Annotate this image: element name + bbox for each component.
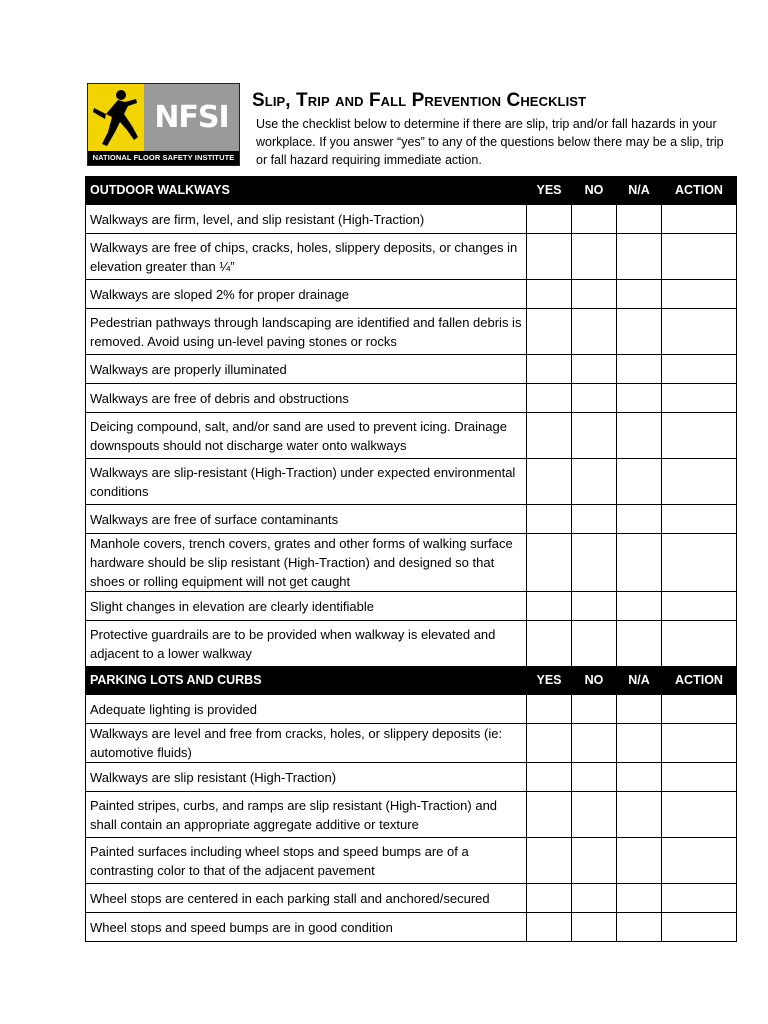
yes-cell[interactable] xyxy=(527,505,572,534)
yes-cell[interactable] xyxy=(527,459,572,505)
yes-cell[interactable] xyxy=(527,234,572,280)
yes-cell[interactable] xyxy=(527,413,572,459)
yes-cell[interactable] xyxy=(527,205,572,234)
checklist-row xyxy=(86,724,737,763)
page-title: Slip, Trip and Fall Prevention Checklist xyxy=(252,90,587,111)
yes-cell[interactable] xyxy=(527,280,572,309)
no-cell[interactable] xyxy=(572,838,617,884)
no-cell[interactable] xyxy=(572,234,617,280)
no-cell[interactable] xyxy=(572,884,617,913)
checklist-row xyxy=(86,280,737,309)
checklist-item-text: Painted surfaces including wheel stops and speed bumps are of a contrasting color to that of the adjacent pavement xyxy=(86,838,527,884)
checklist-row xyxy=(86,355,737,384)
action-cell[interactable] xyxy=(662,695,737,724)
checklist-row xyxy=(86,234,737,280)
yes-cell[interactable] xyxy=(527,621,572,667)
no-cell[interactable] xyxy=(572,763,617,792)
checklist-row xyxy=(86,459,737,505)
checklist-row xyxy=(86,205,737,234)
action-cell[interactable] xyxy=(662,459,737,505)
action-cell[interactable] xyxy=(662,763,737,792)
action-cell[interactable] xyxy=(662,355,737,384)
na-cell[interactable] xyxy=(617,621,662,667)
action-cell[interactable] xyxy=(662,592,737,621)
no-cell[interactable] xyxy=(572,309,617,355)
checklist-item-text: Wheel stops and speed bumps are in good condition xyxy=(86,913,527,942)
column-header-no: NO xyxy=(572,667,617,695)
action-cell[interactable] xyxy=(662,384,737,413)
yes-cell[interactable] xyxy=(527,792,572,838)
yes-cell[interactable] xyxy=(527,534,572,592)
column-header-yes: YES xyxy=(527,667,572,695)
checklist-row xyxy=(86,763,737,792)
checklist-row xyxy=(86,913,737,942)
action-cell[interactable] xyxy=(662,913,737,942)
checklist-row xyxy=(86,621,737,667)
checklist-item-text: Walkways are free of chips, cracks, holes, slippery deposits, or changes in elevation greater than ¼” xyxy=(86,234,527,280)
checklist-item-text: Manhole covers, trench covers, grates and other forms of walking surface hardware should be slip resistant (High-Traction) and designed so that shoes or rolling equipment will not get caught xyxy=(86,534,527,592)
no-cell[interactable] xyxy=(572,505,617,534)
yes-cell[interactable] xyxy=(527,763,572,792)
na-cell[interactable] xyxy=(617,205,662,234)
no-cell[interactable] xyxy=(572,459,617,505)
checklist-item-text: Pedestrian pathways through landscaping are identified and fallen debris is removed. Avoid using un-level paving stones or rocks xyxy=(86,309,527,355)
yes-cell[interactable] xyxy=(527,355,572,384)
section-title: PARKING LOTS AND CURBS xyxy=(86,667,527,695)
na-cell[interactable] xyxy=(617,592,662,621)
checklist-row xyxy=(86,505,737,534)
checklist-item-text: Walkways are firm, level, and slip resistant (High-Traction) xyxy=(86,205,527,234)
falling-person-icon xyxy=(88,84,144,151)
no-cell[interactable] xyxy=(572,355,617,384)
logo-brand-text: NFSI xyxy=(144,84,239,151)
checklist-row xyxy=(86,695,737,724)
na-cell[interactable] xyxy=(617,459,662,505)
checklist-item-text: Painted stripes, curbs, and ramps are slip resistant (High-Traction) and shall contain an appropriate aggregate additive or texture xyxy=(86,792,527,838)
column-header-na: N/A xyxy=(617,667,662,695)
checklist-item-text: Protective guardrails are to be provided when walkway is elevated and adjacent to a lower walkway xyxy=(86,621,527,667)
no-cell[interactable] xyxy=(572,792,617,838)
column-header-action: ACTION xyxy=(662,177,737,205)
action-cell[interactable] xyxy=(662,724,737,763)
checklist-row xyxy=(86,413,737,459)
no-cell[interactable] xyxy=(572,534,617,592)
action-cell[interactable] xyxy=(662,505,737,534)
no-cell[interactable] xyxy=(572,413,617,459)
checklist-item-text: Slight changes in elevation are clearly identifiable xyxy=(86,592,527,621)
yes-cell[interactable] xyxy=(527,724,572,763)
checklist-item-text: Walkways are slip-resistant (High-Traction) under expected environmental conditions xyxy=(86,459,527,505)
column-header-no: NO xyxy=(572,177,617,205)
yes-cell[interactable] xyxy=(527,384,572,413)
action-cell[interactable] xyxy=(662,205,737,234)
action-cell[interactable] xyxy=(662,234,737,280)
checklist-row xyxy=(86,384,737,413)
yes-cell[interactable] xyxy=(527,695,572,724)
action-cell[interactable] xyxy=(662,621,737,667)
na-cell[interactable] xyxy=(617,309,662,355)
na-cell[interactable] xyxy=(617,724,662,763)
na-cell[interactable] xyxy=(617,838,662,884)
na-cell[interactable] xyxy=(617,763,662,792)
yes-cell[interactable] xyxy=(527,913,572,942)
checklist-item-text: Walkways are free of surface contaminants xyxy=(86,505,527,534)
na-cell[interactable] xyxy=(617,792,662,838)
yes-cell[interactable] xyxy=(527,838,572,884)
na-cell[interactable] xyxy=(617,695,662,724)
checklist-item-text: Wheel stops are centered in each parking stall and anchored/secured xyxy=(86,884,527,913)
checklist-table xyxy=(85,176,737,942)
no-cell[interactable] xyxy=(572,592,617,621)
na-cell[interactable] xyxy=(617,280,662,309)
column-header-action: ACTION xyxy=(662,667,737,695)
section-header-outdoor-walkways xyxy=(86,177,737,205)
na-cell[interactable] xyxy=(617,913,662,942)
checklist-row xyxy=(86,838,737,884)
intro-text: Use the checklist below to determine if there are slip, trip and/or fall hazards in your workplace. If you answer “yes” to any of the questions below there may be a slip, trip or fall hazard requiring immediate action. xyxy=(256,117,724,167)
no-cell[interactable] xyxy=(572,384,617,413)
no-cell[interactable] xyxy=(572,280,617,309)
na-cell[interactable] xyxy=(617,355,662,384)
action-cell[interactable] xyxy=(662,413,737,459)
checklist-row xyxy=(86,884,737,913)
logo-tagline: NATIONAL FLOOR SAFETY INSTITUTE xyxy=(88,151,239,165)
checklist-item-text: Walkways are free of debris and obstructions xyxy=(86,384,527,413)
section-title: OUTDOOR WALKWAYS xyxy=(86,177,527,205)
checklist-item-text: Adequate lighting is provided xyxy=(86,695,527,724)
checklist-row xyxy=(86,534,737,592)
na-cell[interactable] xyxy=(617,234,662,280)
column-header-na: N/A xyxy=(617,177,662,205)
yes-cell[interactable] xyxy=(527,884,572,913)
action-cell[interactable] xyxy=(662,792,737,838)
checklist-item-text: Walkways are slip resistant (High-Traction) xyxy=(86,763,527,792)
checklist-item-text: Deicing compound, salt, and/or sand are used to prevent icing. Drainage downspouts should not discharge water onto walkways xyxy=(86,413,527,459)
na-cell[interactable] xyxy=(617,413,662,459)
action-cell[interactable] xyxy=(662,838,737,884)
na-cell[interactable] xyxy=(617,384,662,413)
column-header-yes: YES xyxy=(527,177,572,205)
checklist-row xyxy=(86,309,737,355)
no-cell[interactable] xyxy=(572,205,617,234)
nfsi-logo xyxy=(87,83,240,166)
checklist-row xyxy=(86,792,737,838)
section-header-parking-lots xyxy=(86,667,737,695)
action-cell[interactable] xyxy=(662,280,737,309)
no-cell[interactable] xyxy=(572,621,617,667)
checklist-item-text: Walkways are level and free from cracks, holes, or slippery deposits (ie: automotive fluids) xyxy=(86,724,527,763)
action-cell[interactable] xyxy=(662,309,737,355)
checklist-item-text: Walkways are sloped 2% for proper drainage xyxy=(86,280,527,309)
checklist-item-text: Walkways are properly illuminated xyxy=(86,355,527,384)
na-cell[interactable] xyxy=(617,884,662,913)
no-cell[interactable] xyxy=(572,724,617,763)
yes-cell[interactable] xyxy=(527,309,572,355)
logo-top xyxy=(88,84,239,151)
no-cell[interactable] xyxy=(572,695,617,724)
no-cell[interactable] xyxy=(572,913,617,942)
action-cell[interactable] xyxy=(662,534,737,592)
action-cell[interactable] xyxy=(662,884,737,913)
checklist-row xyxy=(86,592,737,621)
yes-cell[interactable] xyxy=(527,592,572,621)
na-cell[interactable] xyxy=(617,534,662,592)
na-cell[interactable] xyxy=(617,505,662,534)
